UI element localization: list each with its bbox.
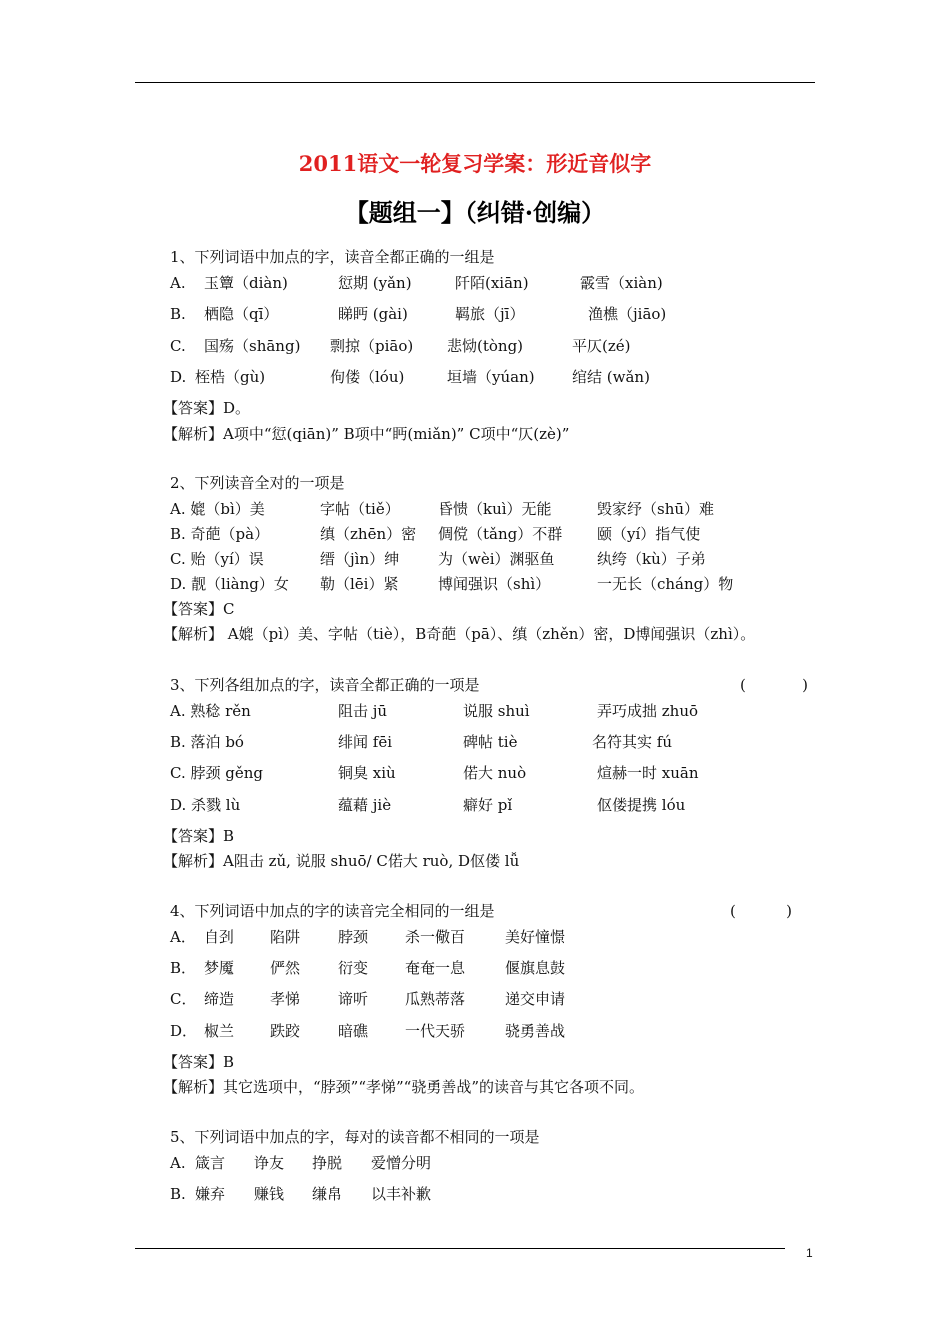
q4-answer-blank: ( ) bbox=[730, 902, 792, 920]
q2-stem: 2、下列读音全对的一项是 bbox=[170, 474, 345, 492]
q1-stem: 1、下列词语中加点的字，读音全都正确的一组是 bbox=[170, 248, 495, 266]
q3-stem: 3、下列各组加点的字，读音全都正确的一项是 bbox=[170, 676, 480, 694]
footer-rule bbox=[135, 1248, 785, 1249]
q2-analysis: 【解析】 A媲（pì）美、字帖（tiè），B奇葩（pā）、缜（zhěn）密，D博闻强识（zhì）。 bbox=[163, 625, 756, 643]
q4-stem: 4、下列词语中加点的字的读音完全相同的一组是 bbox=[170, 902, 495, 920]
q3-answer: 【答案】B bbox=[163, 827, 235, 845]
q4-analysis: 【解析】其它选项中，“脖颈”“孝悌”“骁勇善战”的读音与其它各项不同。 bbox=[163, 1078, 645, 1096]
q5-stem: 5、下列词语中加点的字，每对的读音都不相同的一项是 bbox=[170, 1128, 540, 1146]
q3-analysis: 【解析】A阻击 zǔ, 说服 shuō/ C偌大 ruò, D伛偻 lǚ bbox=[163, 852, 520, 870]
page-number: 1 bbox=[806, 1246, 813, 1260]
q1-analysis: 【解析】A项中“愆(qiān)” B项中“眄(miǎn)” C项中“仄(zè)” bbox=[163, 425, 570, 443]
q2-answer: 【答案】C bbox=[163, 600, 235, 618]
page-title: 2011语文一轮复习学案：形近音似字 bbox=[298, 151, 652, 176]
q3-answer-blank: ( ) bbox=[740, 676, 808, 694]
section-subtitle: 【题组一】（纠错·创编） bbox=[344, 198, 606, 227]
q1-answer: 【答案】D。 bbox=[163, 399, 251, 417]
q4-answer: 【答案】B bbox=[163, 1053, 235, 1071]
header-rule bbox=[135, 82, 815, 83]
